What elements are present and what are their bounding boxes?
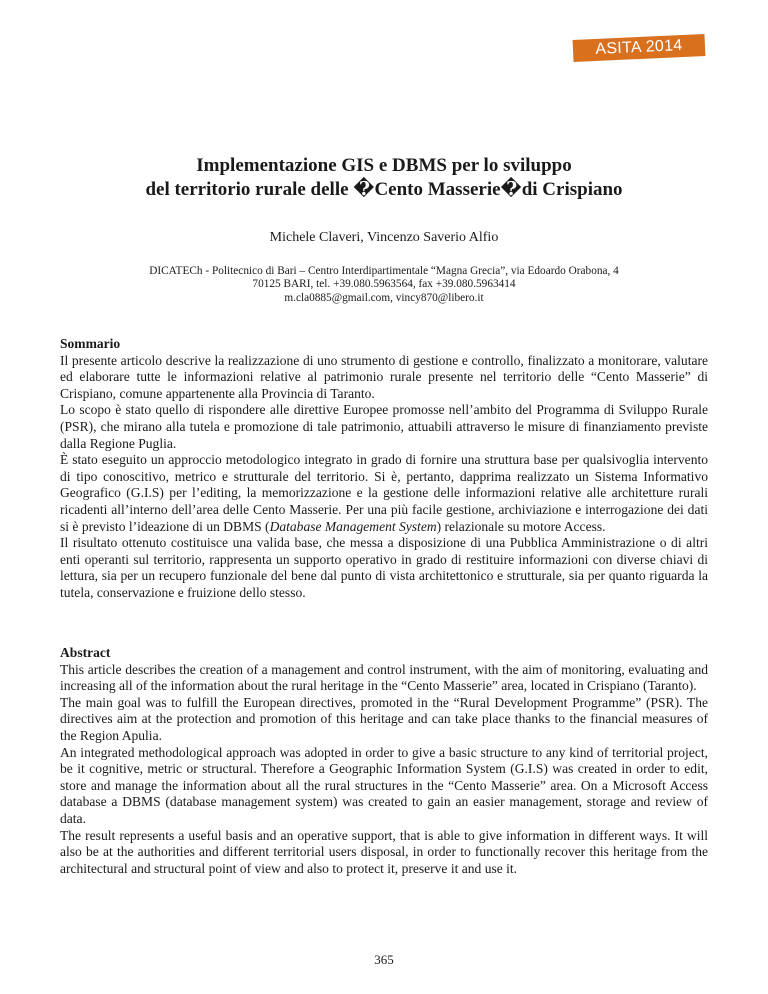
abstract-paragraph-4: The result represents a useful basis and an operative support, that is able to give information in different ways. It will also be at the authorities and different territorial users disposal, in order to functionally recover this heritage from the architectural and structural point of view and also to protect it, preserve it and use it. — [60, 827, 708, 876]
abstract-paragraph-2: The main goal was to fulfill the European directives, promoted in the “Rural Development Programme” (PSR). The directives aim at the protection and promotion of this heritage and can take place thanks to the financial measures of the Region Apulia. — [60, 694, 708, 743]
sommario-section — [60, 336, 708, 602]
sommario-paragraph-3-text: È stato eseguito un approccio metodologico integrato in grado di fornire una struttura base per qualsivoglia intervento di tipo conoscitivo, metrico e strutturale del territorio. Si è, pertanto, dapprima realizzato un Sistema Informativo Geografico (G.I.S) per l’editing, la memorizzazione e la gestione delle informazioni relative alle architetture rurali ricadenti all’interno dell’area delle Cento Masserie. Per una più facile gestione, archiviazione e interrogazione dei dati si è previsto l’ideazione di un DBMS ( — [60, 452, 708, 534]
abstract-section — [60, 645, 708, 877]
conference-badge — [573, 34, 706, 62]
affiliation — [60, 265, 708, 305]
paper-title-line-1: Implementazione GIS e DBMS per lo sviluppo — [196, 155, 572, 176]
affiliation-line-1: DICATECh - Politecnico di Bari – Centro Interdipartimentale “Magna Grecia”, via Edoardo Orabona, 4 — [149, 265, 619, 277]
authors: Michele Claveri, Vincenzo Saverio Alfio — [269, 230, 499, 245]
sommario-paragraph-2: Lo scopo è stato quello di rispondere alle direttive Europee promosse nell’ambito del Programma di Sviluppo Rurale (PSR), che mirano alla tutela e promozione di tale patrimonio, attuabili attraverso le misure di finanziamento previste dalla Regione Puglia. — [60, 402, 708, 451]
sommario-heading: Sommario — [60, 336, 121, 351]
paper-title-line-2: del territorio rurale delle �Cento Masserie�di Crispiano — [145, 179, 623, 200]
paper-title — [60, 154, 708, 202]
sommario-paragraph-1: Il presente articolo descrive la realizzazione di uno strumento di gestione e controllo, finalizzato a monitorare, valutare ed elaborare tutte le informazioni relative al patrimonio rurale presente nel territorio delle “Cento Masserie” di Crispiano, comune appartenente alla Provincia di Taranto. — [60, 352, 708, 401]
sommario-paragraph-3 — [60, 452, 708, 535]
abstract-heading: Abstract — [60, 645, 111, 660]
affiliation-line-2: 70125 BARI, tel. +39.080.5963564, fax +39.080.5963414 — [252, 278, 516, 291]
dbms-term: Database Management System — [269, 518, 437, 534]
abstract-paragraph-1: This article describes the creation of a management and control instrument, with the aim of monitoring, evaluating and increasing all of the information about the rural heritage in the “Cento Masserie” area, located in Crispiano (Taranto). — [60, 661, 708, 694]
abstract-paragraph-3: An integrated methodological approach was adopted in order to give a basic structure to any kind of territorial project, be it cognitive, metric or structural. Therefore a Geographic Information System (G.I.S) was created in order to edit, store and manage the information about all the rural structures in the “Cento Masserie” area. On a Microsoft Access database a DBMS (database management system) was created to gain an easier management, storage and review of data. — [60, 744, 708, 826]
affiliation-emails: m.cla0885@gmail.com, vincy870@libero.it — [284, 291, 484, 304]
conference-badge-label: ASITA 2014 — [595, 37, 683, 58]
sommario-paragraph-4: Il risultato ottenuto costituisce una valida base, che messa a disposizione di una Pubblica Amministrazione o di altri enti operanti sul territorio, rappresenta un supporto operativo in grado di restituire informazioni con diverse chiavi di lettura, sia per un recupero funzionale del bene dal punto di vista architettonico e strutturale, sia per quanto riguarda la tutela, conservazione e fruizione dello stesso. — [60, 535, 708, 600]
sommario-paragraph-3-end: ) relazionale su motore Access. — [436, 518, 606, 534]
page-number: 365 — [374, 952, 394, 967]
